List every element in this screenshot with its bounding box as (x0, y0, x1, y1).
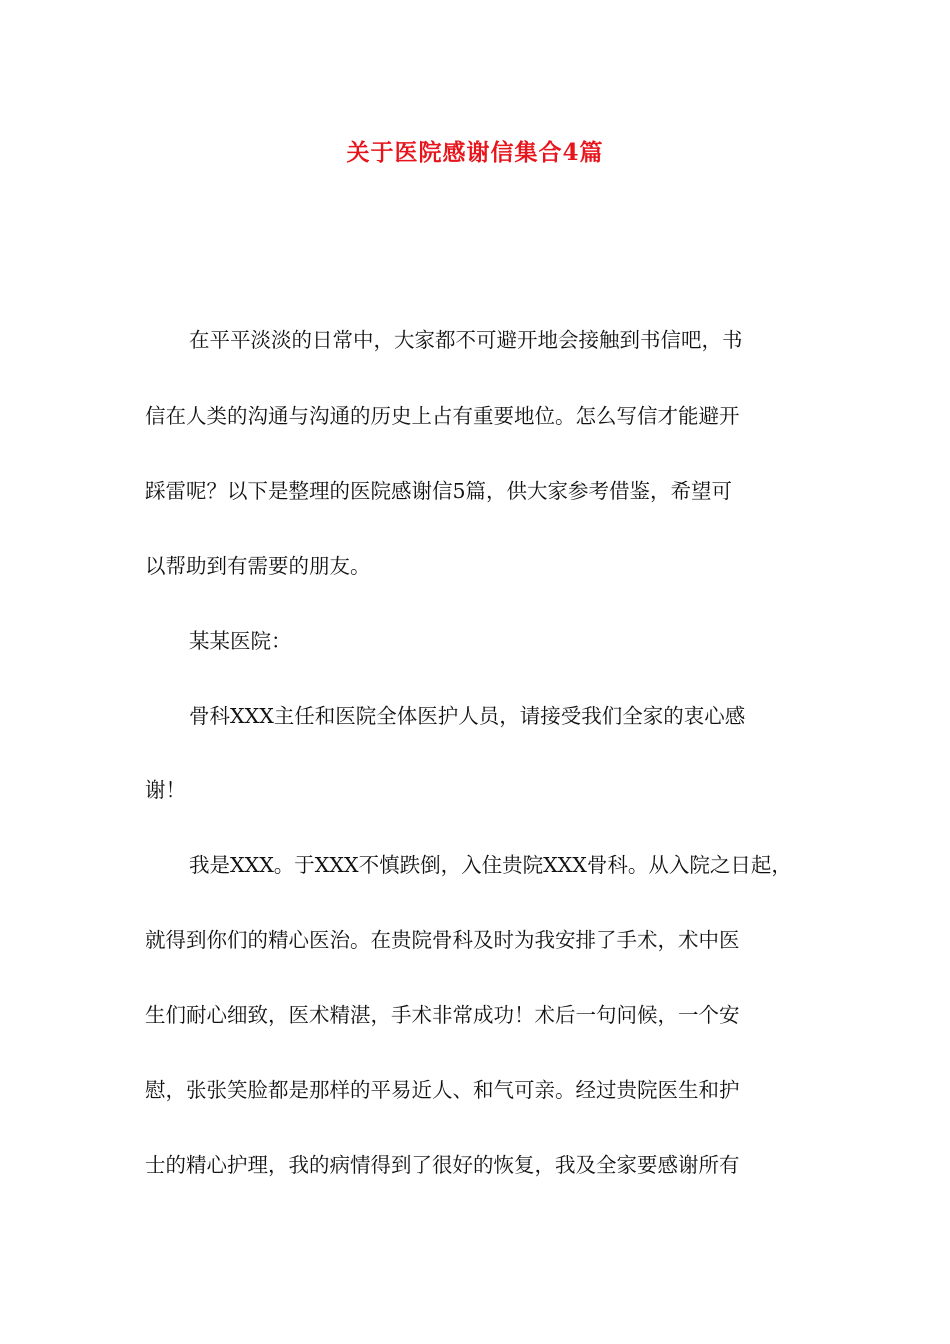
paragraph-line: 我是XXX。于XXX不慎跌倒，入住贵院XXX骨科。从入院之日起， (189, 853, 792, 877)
paragraph-line: 骨科XXX主任和医院全体医护人员，请接受我们全家的衷心感 (189, 704, 746, 728)
paragraph-line: 慰，张张笑脸都是那样的平易近人、和气可亲。经过贵院医生和护 (145, 1078, 740, 1102)
paragraph-line: 谢！ (145, 778, 186, 802)
paragraph-line: 就得到你们的精心医治。在贵院骨科及时为我安排了手术，术中医 (145, 928, 740, 952)
paragraph-line: 在平平淡淡的日常中，大家都不可避开地会接触到书信吧，书 (189, 328, 743, 352)
salutation-line: 某某医院： (189, 629, 292, 653)
paragraph-line: 以帮助到有需要的朋友。 (145, 554, 371, 578)
paragraph-line: 士的精心护理，我的病情得到了很好的恢复，我及全家要感谢所有 (145, 1153, 740, 1177)
paragraph-line: 生们耐心细致，医术精湛，手术非常成功！术后一句问候，一个安 (145, 1003, 740, 1027)
document-title: 关于医院感谢信集合4篇 (346, 139, 604, 166)
paragraph-line: 信在人类的沟通与沟通的历史上占有重要地位。怎么写信才能避开 (145, 404, 740, 428)
paragraph-line: 踩雷呢？以下是整理的医院感谢信5篇，供大家参考借鉴，希望可 (145, 479, 733, 503)
